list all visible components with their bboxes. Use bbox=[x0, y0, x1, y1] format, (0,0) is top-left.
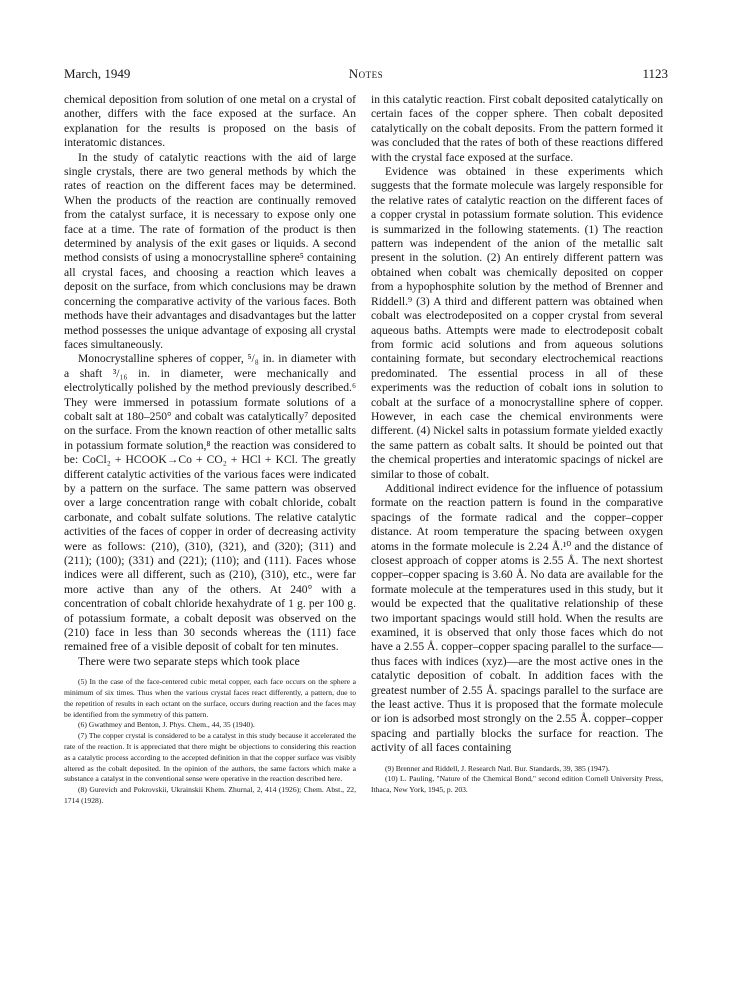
left-column bbox=[64, 93, 356, 807]
footnote: (10) L. Pauling, "Nature of the Chemical Bond," second edition Cornell University Press, Ithaca, New York, 1945, p. 203. bbox=[371, 774, 663, 795]
right-column bbox=[371, 93, 663, 796]
footnote: (9) Brenner and Riddell, J. Research Natl. Bur. Standards, 39, 385 (1947). bbox=[385, 763, 610, 773]
page-number: 1123 bbox=[642, 66, 668, 81]
running-header bbox=[64, 66, 668, 82]
footnote: (6) Gwathmey and Benton, J. Phys. Chem., 44, 35 (1940). bbox=[78, 720, 255, 730]
section-title: Notes bbox=[348, 66, 384, 81]
paragraph: Evidence was obtained in these experiments which suggests that the formate molecule was largely responsible for the relative rates of catalytic reaction on the different faces of a copper crystal in potassium formate solution. This evidence is summarized in the following statements. (1) The reaction pattern was independent of the anion of the metallic salt present in the solution. (2) An entirely different pattern was obtained when cobalt was chemically deposited on copper from a hypophosphite solution by the method of Brenner and Riddell.⁹ (3) A third and different pattern was obtained when cobalt was electrodeposited on a copper crystal from several aqueous baths. Attempts were made to electrodeposit cobalt from formic acid solutions and from aqueous solutions containing formate, but secondary electrochemical reactions predominated. The essential process in all of these experiments was the reduction of cobalt ions in solution to cobalt at the surface of a monocrystalline sphere of copper. However, in each case the chemical environments were different. (4) Nickel salts in potassium formate yielded exactly the same pattern as cobalt salts. It should be pointed out that the chemical properties and interatomic spacings of nickel are similar to those of cobalt. bbox=[371, 165, 663, 481]
paragraph: Additional indirect evidence for the influence of potassium formate on the reaction pattern is found in the comparative spacings of the formate radical and the copper–copper distance. At room temperature the spacing between oxygen atoms in the formate molecule is 2.24 Å.¹⁰ and the distance of closest approach of copper atoms is 2.55 Å. The next shortest copper–copper spacing is 3.60 Å. No data are available for the formate molecule at the temperatures used in this study, but it would be expected that the qualitative relationship of these two important spacings would still hold. When the results are examined, it is observed that only those faces which do not have a 2.55 Å. copper–copper spacing parallel to the surface—thus faces with indices (xyz)—are the most active ones in the catalytic deposition of cobalt. In addition faces with the greatest number of 2.55 Å. spacings parallel to the surface are the least active. Thus it is proposed that the formate molecule or ion is adsorbed most strongly on the 2.55 Å. copper–copper spacing and partially blocks the surface for reaction. The activity of all faces containing bbox=[371, 481, 663, 755]
paragraph: chemical deposition from solution of one metal on a crystal of another, differs with the face exposed at the surface. An explanation for the results is proposed on the basis of interatomic distances. bbox=[64, 93, 356, 150]
issue-date: March, 1949 bbox=[64, 66, 131, 81]
paragraph: There were two separate steps which took place bbox=[78, 654, 300, 668]
footnotes-left bbox=[64, 677, 356, 807]
footnote: (5) In the case of the face-centered cubic metal copper, each face occurs on the sphere a minimum of six times. Thus when the various crystal faces react differently, a pattern, due to the repetition of results in each octant on the surface, occurs during reaction and the faces may be identified from the symmetry of this pattern. bbox=[64, 677, 356, 719]
paragraph: In the study of catalytic reactions with the aid of large single crystals, there are two general methods by which the rates of reaction on the different faces may be determined. When the products of the reaction are continually removed from the catalyst surface, it is necessary to expose only one face at a time. The rate of formation of the product is then determined by analysis of the exit gases or liquids. A second method consists of using a monocrystalline sphere⁵ containing all crystal faces, and choosing a reaction which leaves a deposit on the surface, from which conclusions may be drawn concerning the comparative activity of the various faces. Both methods have their advantages and disadvantages but the latter method possesses the unique advantage of exposing all crystal faces simultaneously. bbox=[64, 150, 356, 351]
footnotes-right bbox=[371, 764, 663, 796]
paragraph: in this catalytic reaction. First cobalt deposited catalytically on certain faces of the copper sphere. Then cobalt deposited catalytically on the cobalt deposits. From the pattern formed it was concluded that the rates of both of these reactions differed with the crystal face exposed at the surface. bbox=[371, 93, 663, 164]
footnote: (7) The copper crystal is considered to be a catalyst in this study because it accelerated the rate of the reaction. It is appreciated that there might be objections to considering this reaction as a catalytic process according to the accepted definition in that the copper surface was visibly altered as the cobalt deposited. In the opinion of the authors, the same factors which make a substance a catalyst in the conventional sense were operative in the reaction described here. bbox=[64, 731, 356, 784]
paragraph: Monocrystalline spheres of copper, ⁵/₈ in. in diameter with a shaft ³/₁₆ in. in diameter, were mechanically and electrolytically polished by the method previously described.⁶ They were immersed in potassium formate solutions of a cobalt salt at 180–250° and cobalt was catalytically⁷ deposited on the surface. From the known reaction of other metallic salts in potassium formate solution,⁸ the reaction was considered to be: CoCl₂ + HCOOK→Co + CO₂ + HCl + KCl. The greatly different catalytic activities of the various faces were indicated by a pattern on the surface. The same pattern was observed over a large concentration range with cobalt chloride, cobalt carbonate, and cobalt sulfate solutions. The relative catalytic activities of the faces of copper in order of decreasing activity were as follows: (210), (310), (321), and (320); (311) and (211); (100); (331) and (221); (110); and (111). Faces whose indices were all different, such as (210), (310), etc., were far more active than any of the others. At 240° with a concentration of cobalt chloride hexahydrate of 1 g. per 100 g. of potassium formate, a cobalt deposit was observed on the (210) face in less than 30 seconds whereas the (111) face remained free of a visible deposit of cobalt for ten minutes. bbox=[64, 352, 356, 654]
footnote: (8) Gurevich and Pokrovskii, Ukrainskii Khem. Zhurnal, 2, 414 (1926); Chem. Abst., 22, 1714 (1928). bbox=[64, 785, 356, 806]
